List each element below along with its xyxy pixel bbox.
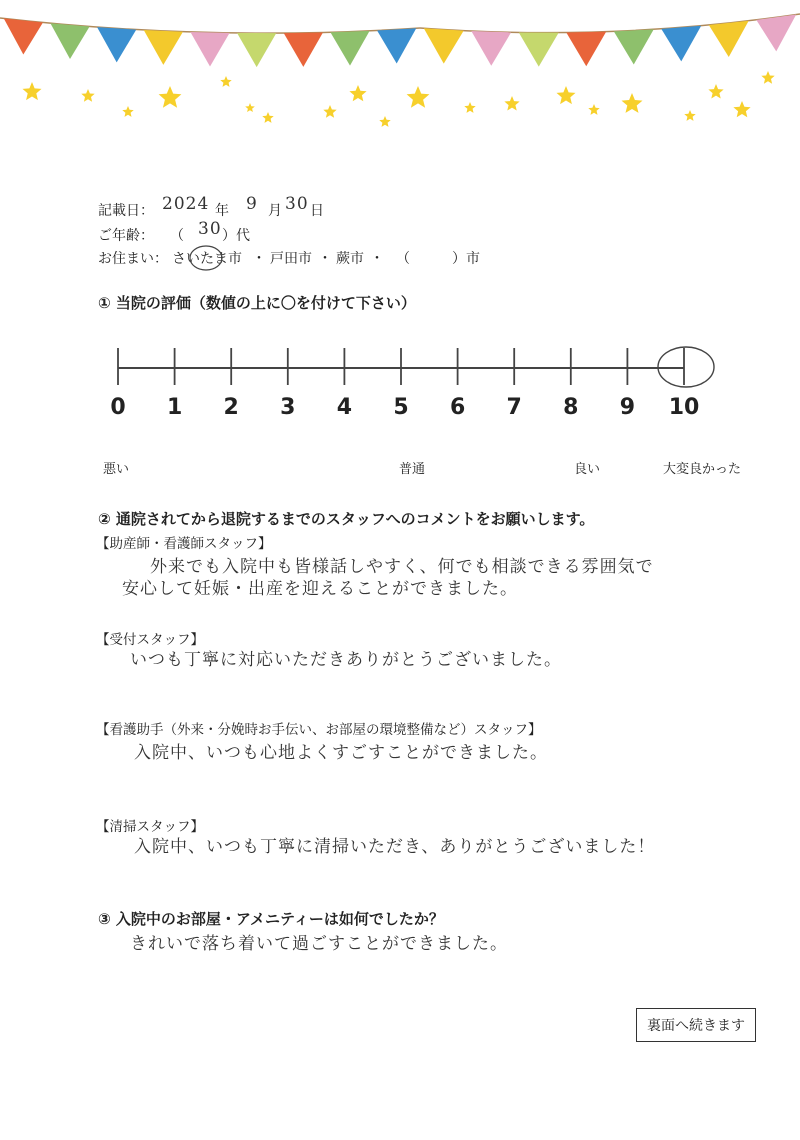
- star-icon: [504, 96, 519, 111]
- star-icon: [245, 103, 255, 112]
- age-open: （: [170, 228, 184, 244]
- q3-answer: きれいで落ち着いて過ごすことができました。: [130, 934, 508, 954]
- scale-anchor-label: 大変良かった: [662, 462, 742, 477]
- star-icon: [349, 85, 366, 101]
- staff-group-label-reception: 【受付スタッフ】: [96, 632, 204, 648]
- staff-comment-reception: いつも丁寧に対応いただきありがとうございました。: [130, 650, 562, 670]
- scale-label: 4: [336, 395, 353, 420]
- star-icon: [557, 86, 576, 104]
- q3-title: ③ 入院中のお部屋・アメニティーは如何でしたか？: [98, 910, 444, 928]
- bunting-flag: [4, 18, 43, 54]
- date-day-unit: 日: [310, 203, 324, 219]
- bunting-flag: [424, 28, 464, 63]
- star-icon: [379, 116, 390, 127]
- residence-option-saitama: さいたま市: [172, 251, 242, 267]
- age-label: ご年齢：: [98, 228, 154, 244]
- residence-label: お住まい：: [98, 251, 168, 267]
- bunting-flag: [566, 32, 606, 67]
- star-icon: [733, 101, 750, 117]
- residence-separator: ・: [252, 251, 266, 267]
- scale-label: 0: [110, 395, 126, 420]
- bunting-flag: [50, 23, 89, 59]
- date-label: 記載日：: [98, 203, 154, 219]
- residence-option-toda: 戸田市: [270, 251, 312, 267]
- residence-option-warabi: 蕨市: [336, 251, 364, 267]
- bunting-flag: [97, 27, 136, 62]
- bunting-flag: [661, 26, 701, 62]
- bunting-flag: [756, 15, 796, 52]
- scale-label: 10: [668, 395, 700, 420]
- scale-label: 9: [619, 395, 636, 420]
- bunting-flag: [709, 21, 749, 57]
- bunting-flag: [614, 29, 654, 64]
- staff-comment-nurse-line2: 安心して妊娠・出産を迎えることができました。: [122, 579, 518, 599]
- star-icon: [761, 71, 774, 84]
- residence-separator: ・: [318, 251, 332, 267]
- bunting-flag: [144, 30, 183, 65]
- star-icon: [407, 86, 430, 108]
- star-icon: [220, 76, 231, 87]
- bunting-flag: [330, 31, 369, 66]
- age-value: 30: [198, 219, 222, 239]
- bunting-flag: [190, 32, 229, 67]
- star-icon: [622, 93, 643, 113]
- star-icon: [323, 105, 336, 118]
- star-icon: [588, 104, 599, 115]
- star-icon: [708, 84, 723, 99]
- residence-other: （ ）市: [396, 251, 480, 267]
- bunting-flag: [237, 33, 276, 67]
- star-icon: [122, 106, 133, 117]
- date-year-unit: 年: [215, 203, 229, 219]
- scale-anchor-label: 普通: [398, 462, 426, 477]
- bunting-flag: [519, 32, 559, 66]
- bunting-flag: [377, 28, 416, 63]
- scale-label: 7: [506, 395, 522, 420]
- star-icon: [23, 82, 42, 100]
- age-close: ）代: [222, 228, 250, 244]
- bunting-flag: [284, 32, 323, 66]
- scale-anchor-label: 良い: [573, 462, 601, 477]
- continue-box: 裏面へ続きます: [636, 1008, 756, 1042]
- scale-label: 2: [223, 395, 239, 420]
- staff-comment-cleaning: 入院中、いつも丁寧に清掃いただき、ありがとうございました！: [134, 837, 656, 857]
- star-icon: [81, 89, 94, 102]
- staff-group-label-cleaning: 【清掃スタッフ】: [96, 819, 204, 835]
- date-month-unit: 月: [268, 203, 282, 219]
- q1-title: ① 当院の評価（数値の上に〇を付けて下さい）: [98, 294, 416, 312]
- scale-label: 5: [393, 395, 409, 420]
- star-icon: [262, 112, 273, 123]
- q2-title: ② 通院されてから退院するまでのスタッフへのコメントをお願いします。: [98, 510, 595, 528]
- staff-group-label-assistant: 【看護助手（外来・分娩時お手伝い、お部屋の環境整備など）スタッフ】: [96, 722, 542, 738]
- scale-label: 1: [166, 395, 183, 420]
- date-day-value: 30: [285, 194, 309, 214]
- staff-comment-assistant: 入院中、いつも心地よくすごすことができました。: [134, 743, 548, 763]
- scale-label: 3: [280, 395, 296, 420]
- date-year-value: 2024: [162, 194, 210, 214]
- staff-comment-nurse-line1: 外来でも入院中も皆様話しやすく、何でも相談できる雰囲気で: [150, 557, 654, 577]
- staff-group-label-nurse: 【助産師・看護師スタッフ】: [96, 536, 272, 552]
- scale-label: 8: [563, 395, 579, 420]
- rating-selection-circle: [658, 347, 714, 387]
- bunting-flag: [471, 31, 511, 66]
- bunting-decoration: [0, 0, 800, 140]
- star-icon: [684, 110, 695, 121]
- residence-separator: ・: [370, 251, 384, 267]
- star-icon: [159, 86, 182, 108]
- scale-anchor-label: 悪い: [102, 462, 130, 477]
- date-month-value: 9: [246, 194, 258, 214]
- star-icon: [464, 102, 475, 113]
- scale-label: 6: [449, 395, 466, 420]
